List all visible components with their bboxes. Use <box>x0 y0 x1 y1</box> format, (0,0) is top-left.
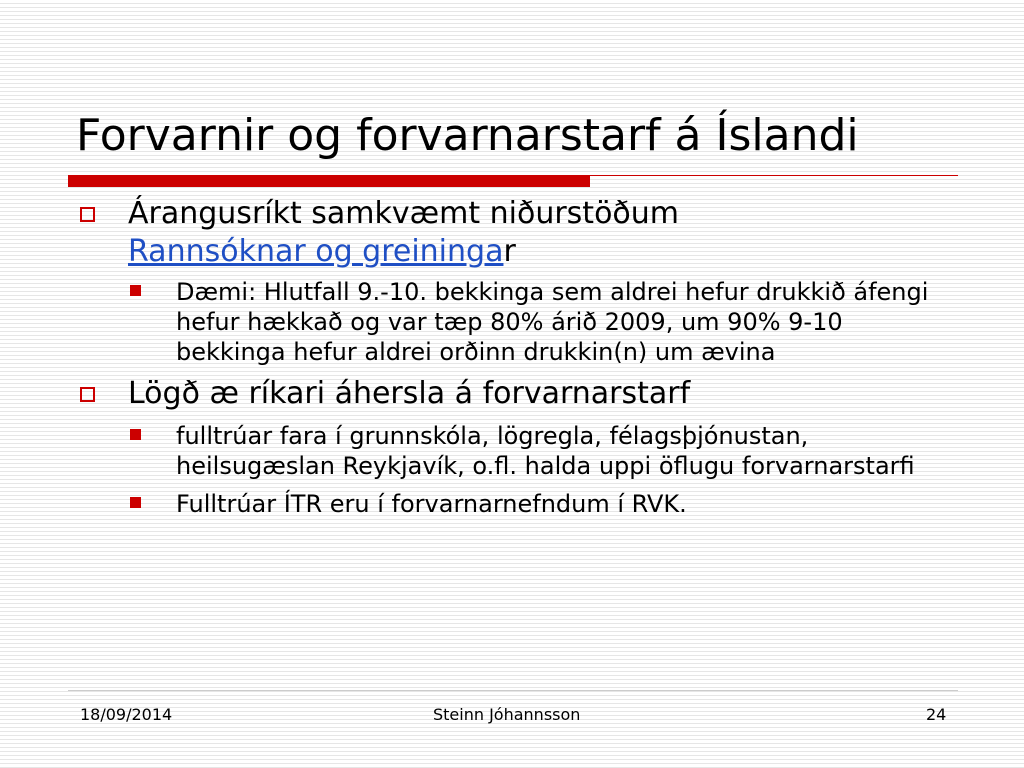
bullet-1-suffix: r <box>503 234 516 269</box>
bullet-1 <box>78 195 958 271</box>
hollow-square-bullet-icon <box>80 207 95 222</box>
footer-date: 18/09/2014 <box>80 705 173 724</box>
bullet-2-sub-2 <box>128 489 958 519</box>
footer-divider <box>68 690 958 691</box>
filled-square-bullet-icon <box>130 497 141 508</box>
bullet-2-sub-1-text: fulltrúar fara í grunnskóla, lögregla, félagsþjónustan, heilsugæslan Reykjavík, o.fl. halda uppi öflugu forvarnarstarfi <box>176 422 915 480</box>
bullet-2-sub-1 <box>128 421 958 481</box>
footer-author: Steinn Jóhannsson <box>433 705 581 724</box>
filled-square-bullet-icon <box>130 285 141 296</box>
bullet-1-sub-1-text: Dæmi: Hlutfall 9.-10. bekkinga sem aldrei hefur drukkið áfengi hefur hækkað og var tæp 80% árið 2009, um 90% 9-10 bekkinga hefur aldrei orðinn drukkin(n) um ævina <box>176 278 929 366</box>
hollow-square-bullet-icon <box>80 387 95 402</box>
title-underline-bar <box>68 175 590 187</box>
slide-title: Forvarnir og forvarnarstarf á Íslandi <box>76 110 859 161</box>
bullet-2-sub-2-text: Fulltrúar ÍTR eru í forvarnarnefndum í RVK. <box>176 490 687 518</box>
slide-number: 24 <box>926 705 947 724</box>
title-underline-rule <box>590 175 958 176</box>
filled-square-bullet-icon <box>130 429 141 440</box>
bullet-2-text: Lögð æ ríkari áhersla á forvarnarstarf <box>128 376 691 411</box>
slide-body <box>78 195 958 519</box>
bullet-1-sub-1 <box>128 277 958 367</box>
research-link[interactable]: Rannsóknar og greininga <box>128 234 504 269</box>
bullet-1-text: Árangusríkt samkvæmt niðurstöðum <box>128 196 680 231</box>
bullet-2 <box>78 375 958 413</box>
